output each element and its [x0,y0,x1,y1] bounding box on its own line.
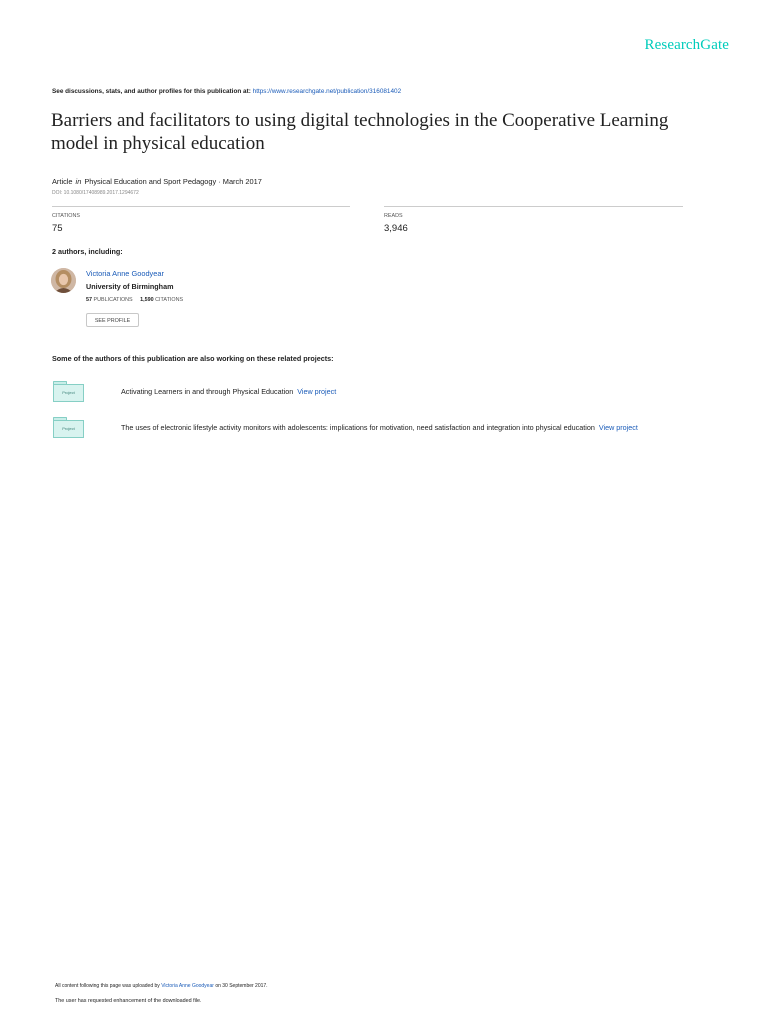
discussion-line [52,88,401,95]
citations-value: 75 [52,223,63,234]
article-doi: DOI: 10.1080/17408989.2017.1294672 [52,190,139,196]
project-title: Activating Learners in and through Physical Education [121,387,294,396]
citations-label: CITATIONS [52,213,80,219]
project-item [121,423,638,432]
upload-note [55,983,268,989]
discussion-text: See discussions, stats, and author profiles for this publication at: [52,88,251,95]
uploader-link[interactable]: Victoria Anne Goodyear [161,983,214,989]
project-folder-icon [53,417,83,437]
upload-prefix: All content following this page was uploaded by [55,983,160,989]
researchgate-logo[interactable]: ResearchGate [644,37,729,53]
divider-citations [52,206,350,207]
date-separator: · [216,177,223,186]
journal-name[interactable]: Physical Education and Sport Pedagogy [84,177,217,186]
project-icon-label: Project [53,420,84,438]
see-profile-button[interactable]: SEE PROFILE [86,313,139,327]
article-meta [52,177,262,186]
divider-reads [384,206,683,207]
project-item [121,387,336,396]
author-publications-count: 57 [86,297,92,303]
request-note: The user has requested enhancement of the downloaded file. [55,998,202,1004]
author-name-link[interactable]: Victoria Anne Goodyear [86,269,164,278]
author-avatar[interactable] [51,268,76,293]
publication-date: March 2017 [222,177,262,186]
project-title: The uses of electronic lifestyle activity monitors with adolescents: implications for motivation, need satisfaction and integration into physical education [121,423,595,432]
author-stats [86,297,183,303]
avatar-photo-icon [51,268,76,293]
view-project-link[interactable]: View project [297,387,337,396]
projects-heading: Some of the authors of this publication are also working on these related projects: [52,354,334,363]
article-title: Barriers and facilitators to using digital technologies in the Cooperative Learning model in physical education [51,110,669,154]
author-citations-count: 1,590 [140,297,154,303]
publication-link[interactable]: https://www.researchgate.net/publication/316081402 [252,88,402,95]
author-institution: University of Birmingham [86,282,174,291]
project-folder-icon [53,381,83,401]
upload-suffix: on 30 September 2017. [215,983,268,989]
authors-heading: 2 authors, including: [52,247,123,256]
view-project-link[interactable]: View project [598,423,638,432]
in-label: in [75,177,82,186]
article-type: Article [52,177,73,186]
project-icon-label: Project [53,384,84,402]
author-citations-label: CITATIONS [155,297,184,303]
reads-label: READS [384,213,403,219]
reads-value: 3,946 [384,223,408,234]
author-publications-label: PUBLICATIONS [93,297,133,303]
